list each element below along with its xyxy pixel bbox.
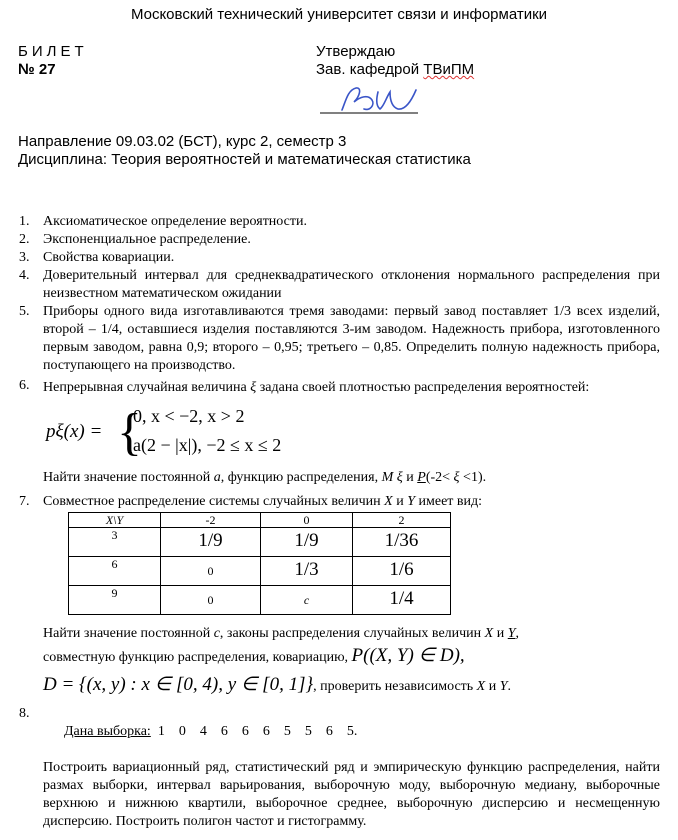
question-text: , законы распределения случайных величин [219,626,485,641]
question-text: и [392,494,408,509]
question-8 [0,705,660,831]
sample-label: Дана выборка: [64,724,151,739]
question-text: , функцию распределения, [220,470,382,485]
question-text: Построить вариационный ряд, статистический ряд и эмпирическую функцию распределения, найти размах выборки, интервал варьирования, выборочную моду, выборочную медиану, выборочные верхнюю и нижнюю квартили, выборочное среднее, выборочную дисперсию и несмещенную дисперсию. Построить полигон частот и гистограмму. [43,760,660,829]
question-7 [0,493,660,701]
ticket-number: № 27 [18,61,56,78]
question-text: Аксиоматическое определение вероятности. [43,214,307,229]
table-col-header: -2 [161,513,261,528]
question-text: Найти значение постоянной [43,470,214,485]
question-number: 2. [19,232,30,247]
question-text: Найти значение постоянной [43,626,214,641]
question-list [0,213,660,831]
question-number: 7. [19,494,30,509]
domain-expression: D = {(x, y) : x ∈ [0, 4), y ∈ [0, 1]} [43,674,314,695]
brace: { [117,404,142,461]
question-6-task [43,469,660,487]
var-y: Y [507,626,516,641]
question-text: <1). [459,470,487,485]
table-col-header: 2 [353,513,451,528]
table-cell: 1/9 [161,528,261,557]
expectation-symbol: M ξ [381,470,403,485]
question-7-task-2 [43,643,660,671]
density-lhs: pξ(x) = [46,421,103,442]
constant-c: c [213,626,220,641]
table-corner: X\Y [69,513,161,528]
question-number: 3. [19,250,30,265]
question-number: 6. [19,378,30,393]
question-text: Экспоненциальное распределение. [43,232,251,247]
ticket-label: БИЛЕТ [18,43,88,60]
question-6-intro [43,377,660,399]
question-number: 4. [19,268,30,283]
question-2 [0,231,660,249]
question-text: имеет вид: [415,494,483,509]
question-text: (-2< [425,470,454,485]
program-line: Направление 09.03.02 (БСТ), курс 2, семестр 3 [18,133,347,150]
question-7-intro [43,493,660,511]
head-of-department [316,61,474,79]
question-number: 1. [19,214,30,229]
question-text: , [515,626,520,641]
table-cell: 1/36 [353,528,451,557]
question-text: . [507,679,512,694]
var-x: X [484,626,494,641]
signature-image [320,80,450,118]
question-text: и [485,679,500,694]
question-text: и [493,626,508,641]
question-number: 5. [19,304,30,319]
question-text: задана своей плотностью распределения вероятностей: [256,380,590,395]
table-cell: 0 [161,557,261,586]
density-formula [43,403,660,467]
discipline-line: Дисциплина: Теория вероятностей и математическая статистика [18,151,471,168]
constant-a: a [213,470,221,485]
xi-symbol: ξ [453,470,460,485]
xi-symbol: ξ [250,380,257,395]
question-7-task [43,625,660,643]
question-number: 8. [19,706,30,721]
question-text: и [402,470,418,485]
row-label: 9 [69,586,161,615]
question-3 [0,249,660,267]
question-5 [0,303,660,375]
density-case-1: 0, x < −2, x > 2 [133,406,245,426]
question-text: Непрерывная случайная величина [43,380,251,395]
sample-line [43,705,660,759]
density-case-2: a(2 − |x|), −2 ≤ x ≤ 2 [133,435,282,455]
table-row [69,528,451,557]
row-label: 3 [69,528,161,557]
question-text: совместную функцию распределения, ковариацию, [43,650,352,665]
question-text: , проверить независимость [313,679,477,694]
var-x: X [476,679,486,694]
sample-values: 1 0 4 6 6 6 5 5 6 5. [157,724,358,739]
table-row [69,586,451,615]
table-header-row [69,513,451,528]
probability-symbol: P [417,470,426,485]
question-text: Приборы одного вида изготавливаются тремя заводами: первый завод поставляет 1/3 всех изделий, второй – 1/4, оставшиеся изделия поставляются 3-им заводом. Надежность прибора, изготовленного первым заводом, равна 0,9; второго – 0,95; третьего – 0,85. Определить полную надежность прибора, поступающего на производство. [43,304,660,373]
question-6 [0,377,660,487]
question-text: Свойства ковариации. [43,250,175,265]
table-cell: 1/6 [353,557,451,586]
department-name: ТВиПМ [423,61,475,78]
row-label: 6 [69,557,161,586]
question-4 [0,267,660,303]
table-row [69,557,451,586]
var-y: Y [499,679,508,694]
table-cell: 0 [161,586,261,615]
probability-expression: P((X, Y) ∈ D), [351,645,465,666]
question-text: Доверительный интервал для среднеквадратического отклонения нормального распределения при неизвестном математическом ожидании [43,268,660,301]
approval-label: Утверждаю [316,43,396,60]
table-col-header: 0 [261,513,353,528]
head-of-department-prefix: Зав. кафедрой [316,61,424,78]
table-cell: 1/3 [261,557,353,586]
table-cell: 1/4 [353,586,451,615]
table-cell: c [261,586,353,615]
table-cell: 1/9 [261,528,353,557]
joint-distribution-table [68,512,451,615]
question-1 [0,213,660,231]
question-text: Совместное распределение системы случайных величин [43,494,385,509]
university-name: Московский технический университет связи и информатики [130,6,548,23]
var-y: Y [407,494,415,509]
var-x: X [384,494,393,509]
question-7-task-3 [43,671,660,701]
